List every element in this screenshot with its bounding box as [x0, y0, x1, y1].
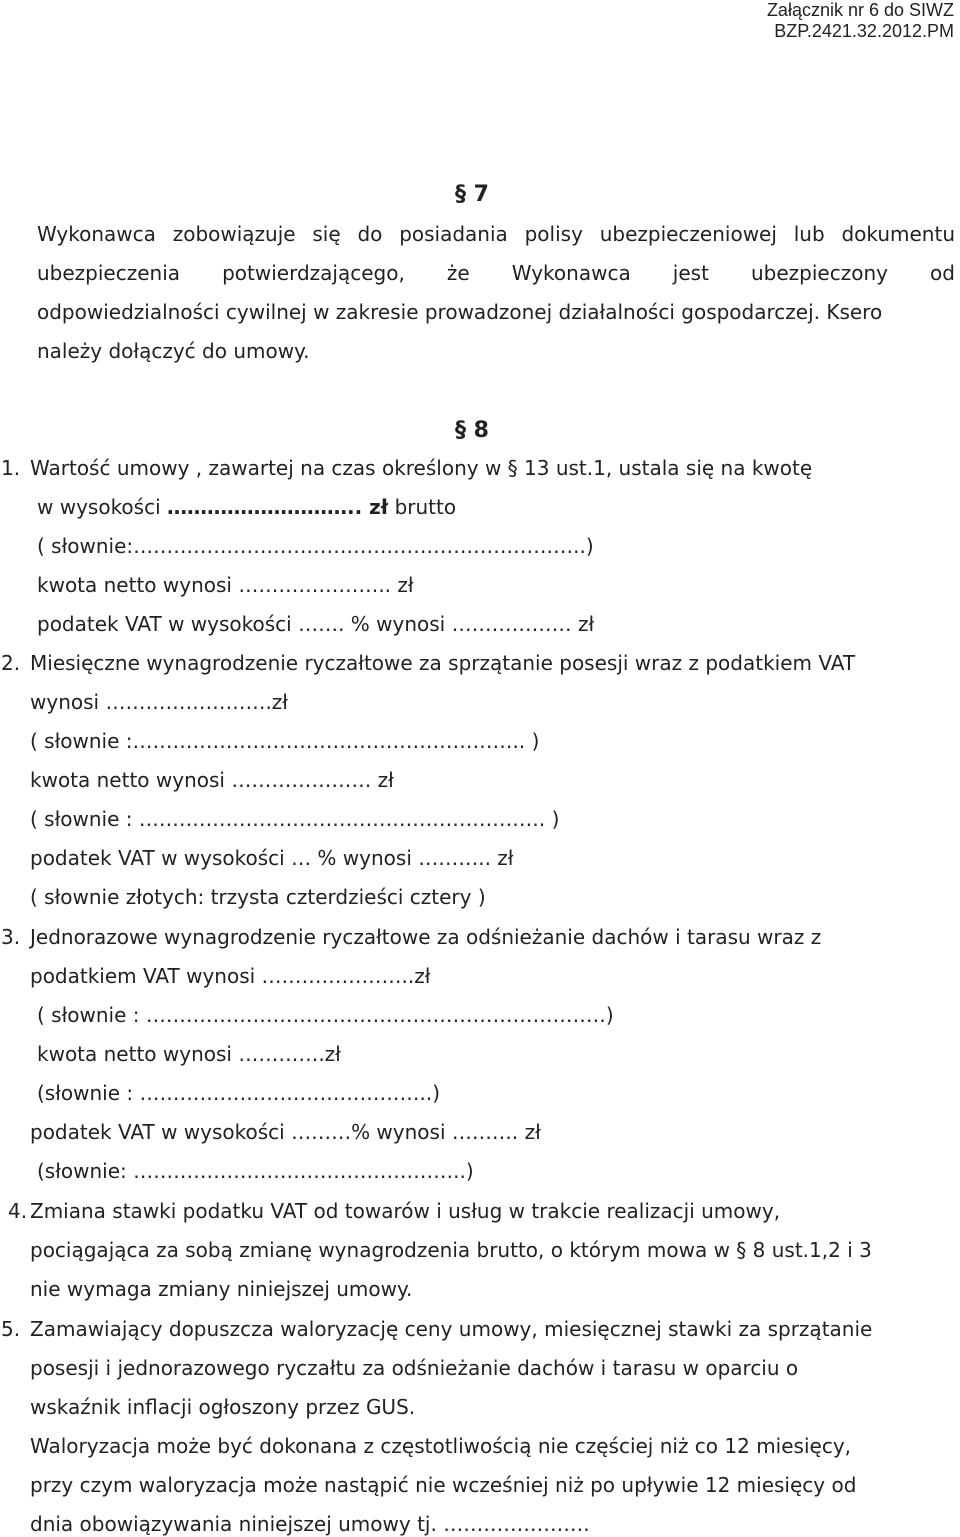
item-3-line: podatek VAT w wysokości ………% wynosi ………. zł: [30, 1120, 541, 1144]
item-1-line: podatek VAT w wysokości ……. % wynosi ……………… zł: [37, 612, 595, 636]
item-number: 3.: [1, 925, 21, 949]
reference-number: BZP.2421.32.2012.PM: [774, 21, 954, 41]
item-2-line: kwota netto wynosi ………………… zł: [30, 768, 394, 792]
item-2-line: ( słownie :………………………………………………….. ): [30, 729, 540, 753]
amount-label: w wysokości: [37, 495, 167, 519]
item-4-line: pociągająca za sobą zmianę wynagrodzenia brutto, o którym mowa w § 8 ust.1,2 i 3: [30, 1238, 872, 1262]
item-2-line: Miesięczne wynagrodzenie ryczałtowe za sprzątanie posesji wraz z podatkiem VAT: [30, 651, 856, 675]
item-3-line: Jednorazowe wynagrodzenie ryczałtowe za odśnieżanie dachów i tarasu wraz z: [30, 925, 822, 949]
section-8-heading: § 8: [455, 418, 489, 443]
item-1-line: kwota netto wynosi ………………….. zł: [37, 573, 414, 597]
amount-blank: ……………………….. zł: [167, 495, 389, 519]
item-number: 2.: [1, 651, 21, 675]
item-2-line: ( słownie : ……………………………………………………. ): [30, 807, 560, 831]
attachment-label: Załącznik nr 6 do SIWZ: [766, 0, 954, 20]
item-2-line: wynosi …………………….zł: [30, 690, 288, 714]
item-5-line: wskaźnik inflacji ogłoszony przez GUS.: [30, 1395, 416, 1419]
item-5-line: posesji i jednorazowego ryczałtu za odśnieżanie dachów i tarasu w oparciu o: [30, 1356, 799, 1380]
section-7-line: należy dołączyć do umowy.: [37, 339, 310, 363]
item-1-line: ( słownie:…………………………………………………………..): [37, 534, 594, 558]
section-7-heading: § 7: [455, 182, 489, 207]
brutto-label: brutto: [388, 495, 457, 519]
document-header: [767, 0, 954, 42]
section-7-line: odpowiedzialności cywilnej w zakresie prowadzonej działalności gospodarczej. Ksero: [37, 300, 883, 324]
item-5-line: Waloryzacja może być dokonana z częstotliwością nie częściej niż co 12 miesięcy,: [30, 1434, 852, 1458]
item-5-line: przy czym waloryzacja może nastąpić nie wcześniej niż po upływie 12 miesięcy od: [30, 1473, 857, 1497]
item-number: 5.: [1, 1317, 21, 1341]
item-4-line: nie wymaga zmiany niniejszej umowy.: [30, 1277, 413, 1301]
item-1-line: Wartość umowy , zawartej na czas określony w § 13 ust.1, ustala się na kwotę: [30, 456, 813, 480]
section-7-line: ubezpieczenia potwierdzającego, że Wykonawca jest ubezpieczony od: [37, 261, 955, 285]
item-1-amount-line: [37, 495, 456, 519]
item-2-line: podatek VAT w wysokości … % wynosi ……….. zł: [30, 846, 514, 870]
item-3-line: (słownie: …………………………………………..): [37, 1159, 474, 1183]
item-number: 1.: [1, 456, 21, 480]
item-5-line: dnia obowiązywania niniejszej umowy tj. ………………….: [30, 1512, 590, 1536]
item-3-line: podatkiem VAT wynosi …………………..zł: [30, 964, 431, 988]
item-3-line: (słownie : ……………………………………..): [37, 1081, 441, 1105]
section-7-line: Wykonawca zobowiązuje się do posiadania polisy ubezpieczeniowej lub dokumentu: [37, 222, 955, 246]
item-5-line: Zamawiający dopuszcza waloryzację ceny umowy, miesięcznej stawki za sprzątanie: [30, 1317, 873, 1341]
item-number: 4.: [8, 1199, 28, 1223]
item-2-line: ( słownie złotych: trzysta czterdzieści cztery ): [30, 885, 486, 909]
item-3-line: ( słownie : ……………………………………………………………): [37, 1003, 614, 1027]
item-4-line: Zmiana stawki podatku VAT od towarów i usług w trakcie realizacji umowy,: [30, 1199, 781, 1223]
item-3-line: kwota netto wynosi ………….zł: [37, 1042, 341, 1066]
